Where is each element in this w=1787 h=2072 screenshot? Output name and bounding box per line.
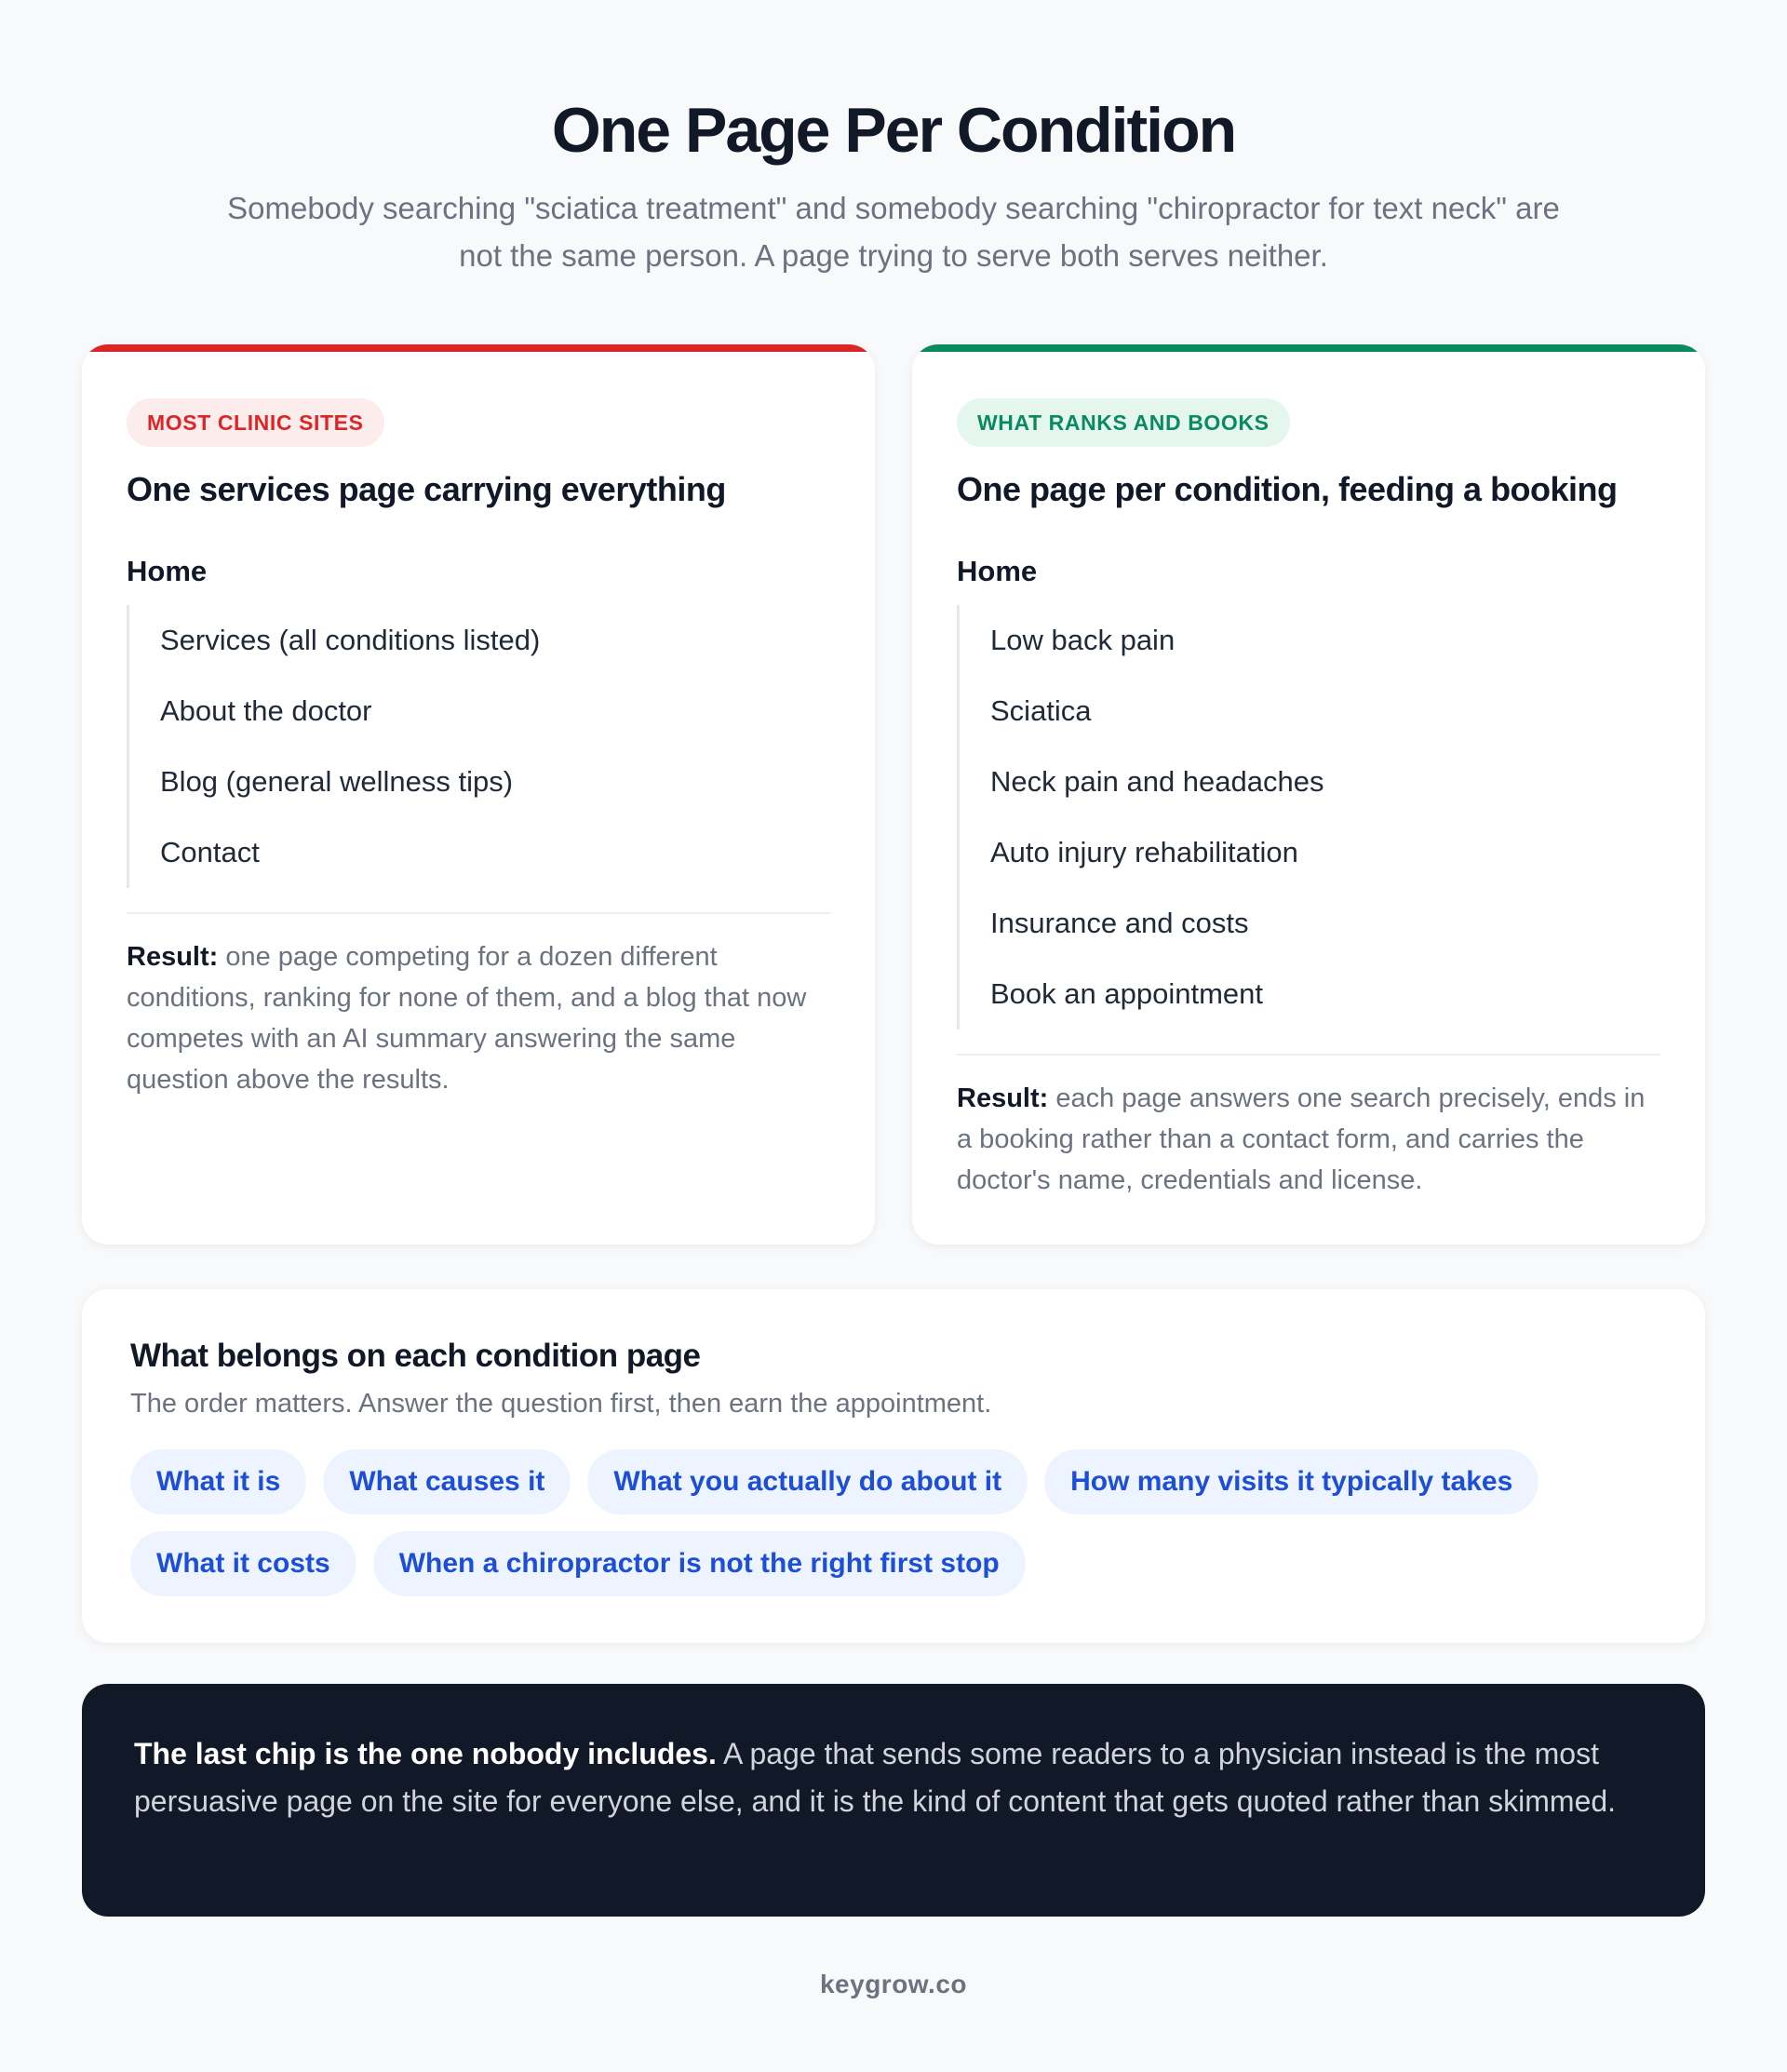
- chip-how-many-visits: How many visits it typically takes: [1044, 1449, 1538, 1514]
- chip-what-it-is: What it is: [130, 1449, 306, 1514]
- chip-list: [130, 1449, 1657, 1596]
- tree-item-low-back-pain: Low back pain: [990, 624, 1176, 656]
- tree-root-home: Home: [957, 555, 1038, 587]
- callout-body: A page that sends some readers to a physician instead is the most persuasive page on the site for everyone else, and it is the kind of content that gets quoted rather than skimmed.: [134, 1737, 1617, 1818]
- result-label: Result:: [957, 1083, 1049, 1113]
- tree-item-services: Services (all conditions listed): [160, 624, 541, 656]
- tree-item-auto-injury: Auto injury rehabilitation: [990, 836, 1298, 868]
- footer-brand: keygrow.co: [819, 1970, 967, 1998]
- tree-item-sciatica: Sciatica: [990, 694, 1092, 727]
- chip-what-it-costs: What it costs: [130, 1531, 356, 1596]
- page-subtitle: Somebody searching "sciatica treatment" and somebody searching "chiropractor for text neck" are not the same person. A page trying to serve both serves neither.: [227, 191, 1560, 273]
- result-text: [957, 1078, 1664, 1201]
- result-body: one page competing for a dozen different conditions, ranking for none of them, and a blog that now competes with an AI summary answering the same question above the results.: [127, 942, 807, 1095]
- tree-item-neck-pain: Neck pain and headaches: [990, 765, 1324, 798]
- tree-item-about: About the doctor: [160, 694, 372, 727]
- green-accent-bar: [912, 344, 1705, 352]
- site-tree: [127, 605, 830, 888]
- chip-what-you-do: What you actually do about it: [587, 1449, 1028, 1514]
- tree-item-contact: Contact: [160, 836, 260, 868]
- chip-what-causes-it: What causes it: [323, 1449, 571, 1514]
- status-badge: MOST CLINIC SITES: [127, 398, 384, 447]
- result-text: [127, 936, 834, 1100]
- most-clinic-sites-card: [82, 344, 875, 1245]
- tree-item-blog: Blog (general wellness tips): [160, 765, 514, 798]
- tree-item-book: Book an appointment: [990, 977, 1263, 1010]
- callout-lead: The last chip is the one nobody includes.: [134, 1737, 717, 1770]
- tree-root-home: Home: [127, 555, 208, 587]
- what-ranks-card: [912, 344, 1705, 1245]
- divider: [127, 912, 830, 914]
- page-title: One Page Per Condition: [551, 95, 1236, 166]
- what-belongs-card: [82, 1289, 1705, 1643]
- card-title: One services page carrying everything: [127, 470, 726, 508]
- result-label: Result:: [127, 942, 219, 972]
- result-body: each page answers one search precisely, ends in a booking rather than a contact form, and carries the doctor's name, credentials and license.: [957, 1083, 1646, 1195]
- red-accent-bar: [82, 344, 875, 352]
- callout-box: [82, 1684, 1705, 1917]
- site-tree: [957, 605, 1660, 1029]
- status-badge: WHAT RANKS AND BOOKS: [957, 398, 1290, 447]
- card-title: One page per condition, feeding a booking: [957, 470, 1618, 508]
- divider: [957, 1054, 1660, 1056]
- tree-item-insurance: Insurance and costs: [990, 907, 1249, 939]
- chip-not-right-first-stop: When a chiropractor is not the right first stop: [373, 1531, 1026, 1596]
- section-title: What belongs on each condition page: [130, 1338, 701, 1374]
- section-subtitle: The order matters. Answer the question first, then earn the appointment.: [130, 1389, 992, 1419]
- callout-text: [134, 1730, 1653, 1825]
